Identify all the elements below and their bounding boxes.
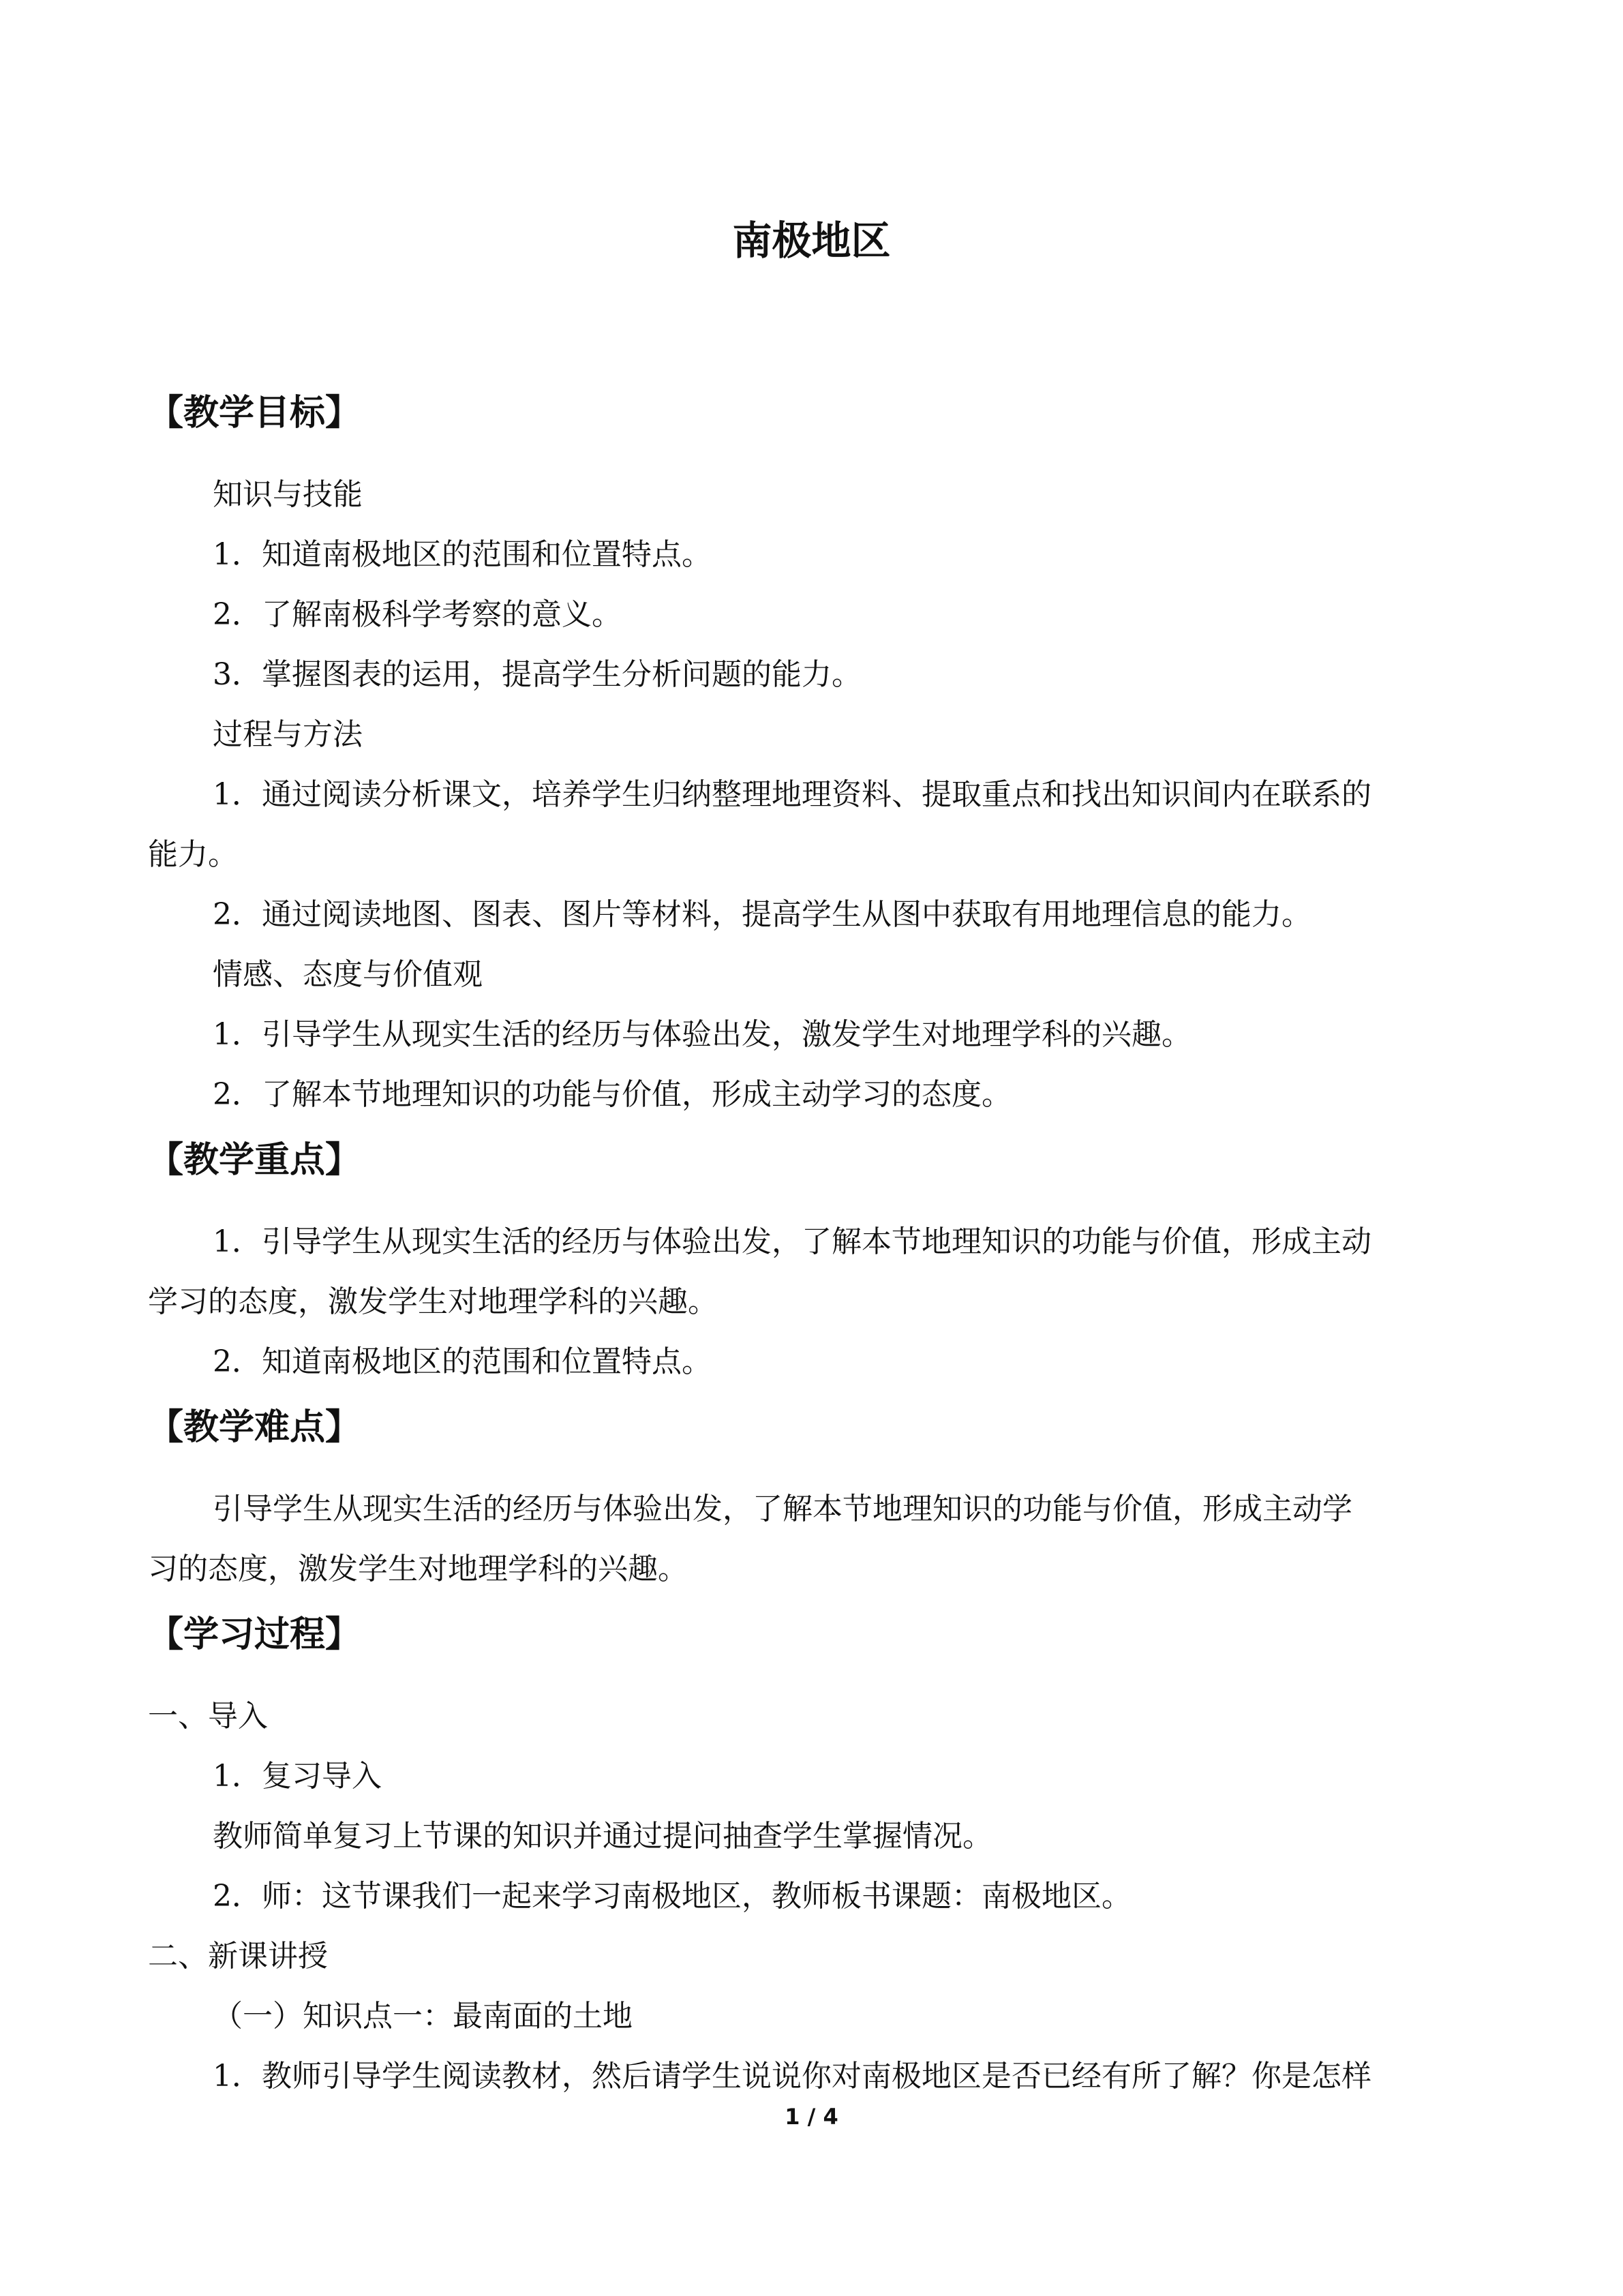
goals-process-item-1-line-2: 能力。	[148, 837, 238, 872]
section-heading-goals: 【教学目标】	[148, 393, 361, 434]
goals-process-item-1-line-1: 1．通过阅读分析课文，培养学生归纳整理地理资料、提取重点和找出知识间内在联系的	[213, 777, 1371, 812]
goals-knowledge-item-1: 1．知道南极地区的范围和位置特点。	[213, 537, 712, 572]
section-heading-process: 【学习过程】	[148, 1614, 361, 1655]
section-heading-difficulties: 【教学难点】	[148, 1407, 361, 1448]
process-part-1-item-1-text: 教师简单复习上节课的知识并通过提问抽查学生掌握情况。	[213, 1819, 992, 1854]
process-part-1-label: 一、导入	[148, 1699, 268, 1734]
goals-knowledge-item-3: 3．掌握图表的运用，提高学生分析问题的能力。	[213, 657, 862, 692]
goals-process-item-2: 2．通过阅读地图、图表、图片等材料，提高学生从图中获取有用地理信息的能力。	[213, 897, 1311, 932]
process-part-2-sub-1: （一）知识点一：最南面的土地	[213, 1999, 633, 2034]
goals-knowledge-item-2: 2．了解南极科学考察的意义。	[213, 597, 622, 632]
document-title: 南极地区	[732, 217, 891, 264]
key-points-item-1-line-2: 学习的态度，激发学生对地理学科的兴趣。	[148, 1284, 718, 1319]
process-part-1-item-2: 2．师：这节课我们一起来学习南极地区，教师板书课题：南极地区。	[213, 1879, 1132, 1914]
page-number: 1 / 4	[785, 2104, 838, 2130]
key-points-item-1-line-1: 1．引导学生从现实生活的经历与体验出发，了解本节地理知识的功能与价值，形成主动	[213, 1224, 1371, 1259]
goals-knowledge-label: 知识与技能	[213, 477, 363, 512]
key-points-item-2: 2．知道南极地区的范围和位置特点。	[213, 1344, 712, 1379]
goals-process-label: 过程与方法	[213, 717, 363, 752]
process-part-1-item-1: 1．复习导入	[213, 1759, 382, 1794]
section-heading-key-points: 【教学重点】	[148, 1140, 361, 1181]
process-part-2-item-1: 1．教师引导学生阅读教材，然后请学生说说你对南极地区是否已经有所了解？你是怎样	[213, 2059, 1371, 2094]
difficulties-line-2: 习的态度，激发学生对地理学科的兴趣。	[148, 1552, 688, 1586]
goals-emotion-label: 情感、态度与价值观	[213, 957, 483, 992]
difficulties-line-1: 引导学生从现实生活的经历与体验出发，了解本节地理知识的功能与价值，形成主动学	[213, 1492, 1352, 1526]
goals-emotion-item-2: 2．了解本节地理知识的功能与价值，形成主动学习的态度。	[213, 1077, 1012, 1112]
goals-emotion-item-1: 1．引导学生从现实生活的经历与体验出发，激发学生对地理学科的兴趣。	[213, 1017, 1192, 1052]
process-part-2-label: 二、新课讲授	[148, 1939, 328, 1974]
